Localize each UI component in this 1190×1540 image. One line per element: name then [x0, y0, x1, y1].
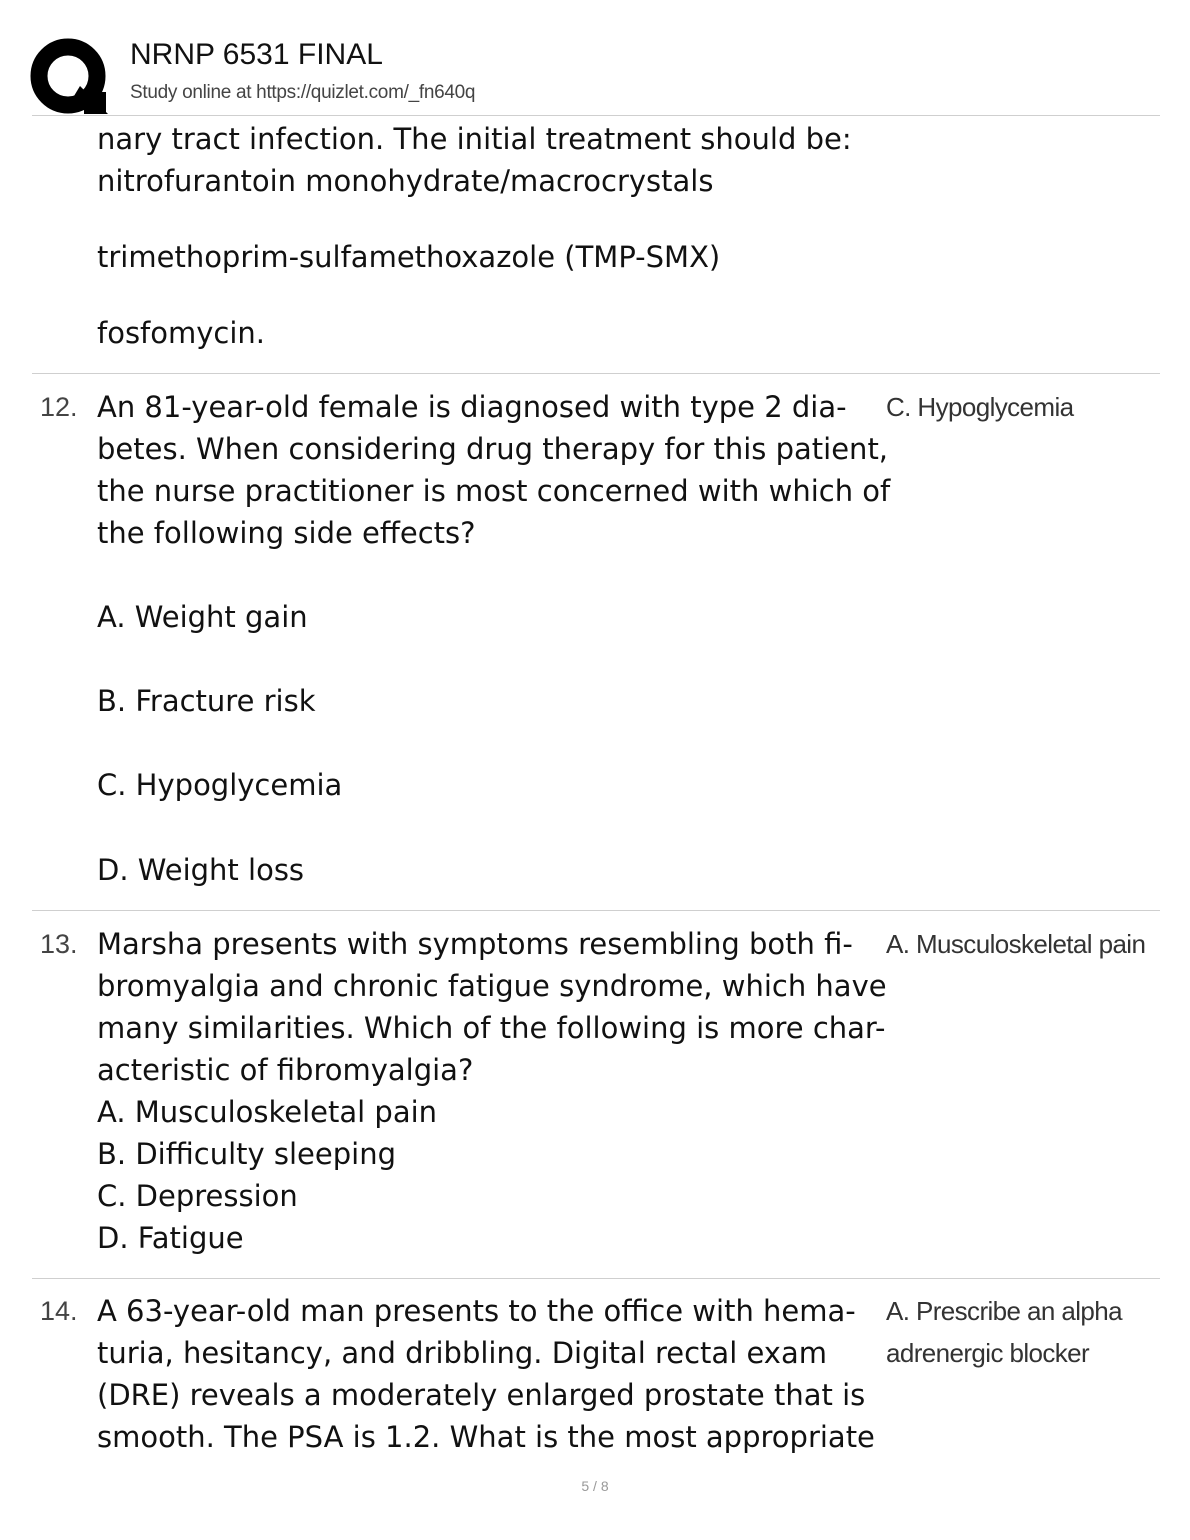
question-line: bromyalgia and chronic fatigue syndrome, which have [97, 969, 887, 1003]
question-line: turia, hesitancy, and dribbling. Digital rectal exam [97, 1336, 827, 1370]
card-number: 14. [40, 1296, 78, 1326]
card-answer: A. Musculoskeletal pain [886, 929, 1146, 959]
page-title: NRNP 6531 FINAL [130, 38, 383, 71]
card-answer-line: adrenergic blocker [886, 1338, 1090, 1368]
question-line: many similarities. Which of the following is more char- [97, 1011, 886, 1045]
quizlet-logo-icon [30, 36, 110, 116]
divider [32, 1278, 1160, 1279]
question-line: the nurse practitioner is most concerned with which of [97, 474, 891, 508]
question-line: nary tract infection. The initial treatment should be: [97, 122, 852, 156]
card-answer-line: A. Prescribe an alpha [886, 1296, 1122, 1326]
divider [32, 373, 1160, 374]
question-line: the following side effects? [97, 516, 476, 550]
study-link[interactable]: Study online at https://quizlet.com/_fn640q [130, 82, 476, 103]
question-line: An 81-year-old female is diagnosed with type 2 dia- [97, 390, 847, 424]
question-line: (DRE) reveals a moderately enlarged prostate that is [97, 1378, 866, 1412]
option-c: C. Depression [97, 1179, 298, 1213]
question-line: betes. When considering drug therapy for this patient, [97, 432, 889, 466]
option-c: C. Hypoglycemia [97, 768, 343, 802]
page-number: 5 / 8 [581, 1478, 609, 1494]
option-a: A. Musculoskeletal pain [97, 1095, 438, 1129]
card-number: 13. [40, 929, 78, 959]
option-d: D. Fatigue [97, 1221, 244, 1255]
option-b: B. Fracture risk [97, 684, 316, 718]
question-line: Marsha presents with symptoms resembling both fi- [97, 927, 853, 961]
question-line: smooth. The PSA is 1.2. What is the most appropriate [97, 1420, 875, 1454]
question-line: nitrofurantoin monohydrate/macrocrystals [97, 164, 714, 198]
option-d: D. Weight loss [97, 853, 305, 887]
card-number: 12. [40, 392, 78, 422]
divider [32, 115, 1160, 116]
question-line: acteristic of fibromyalgia? [97, 1053, 474, 1087]
option-b: B. Difficulty sleeping [97, 1137, 396, 1171]
page-header [30, 28, 1160, 116]
question-line: fosfomycin. [97, 316, 266, 350]
question-line: A 63-year-old man presents to the office with hema- [97, 1294, 856, 1328]
question-line: trimethoprim-sulfamethoxazole (TMP-SMX) [97, 240, 721, 274]
divider [32, 910, 1160, 911]
option-a: A. Weight gain [97, 600, 308, 634]
card-answer: C. Hypoglycemia [886, 392, 1074, 422]
